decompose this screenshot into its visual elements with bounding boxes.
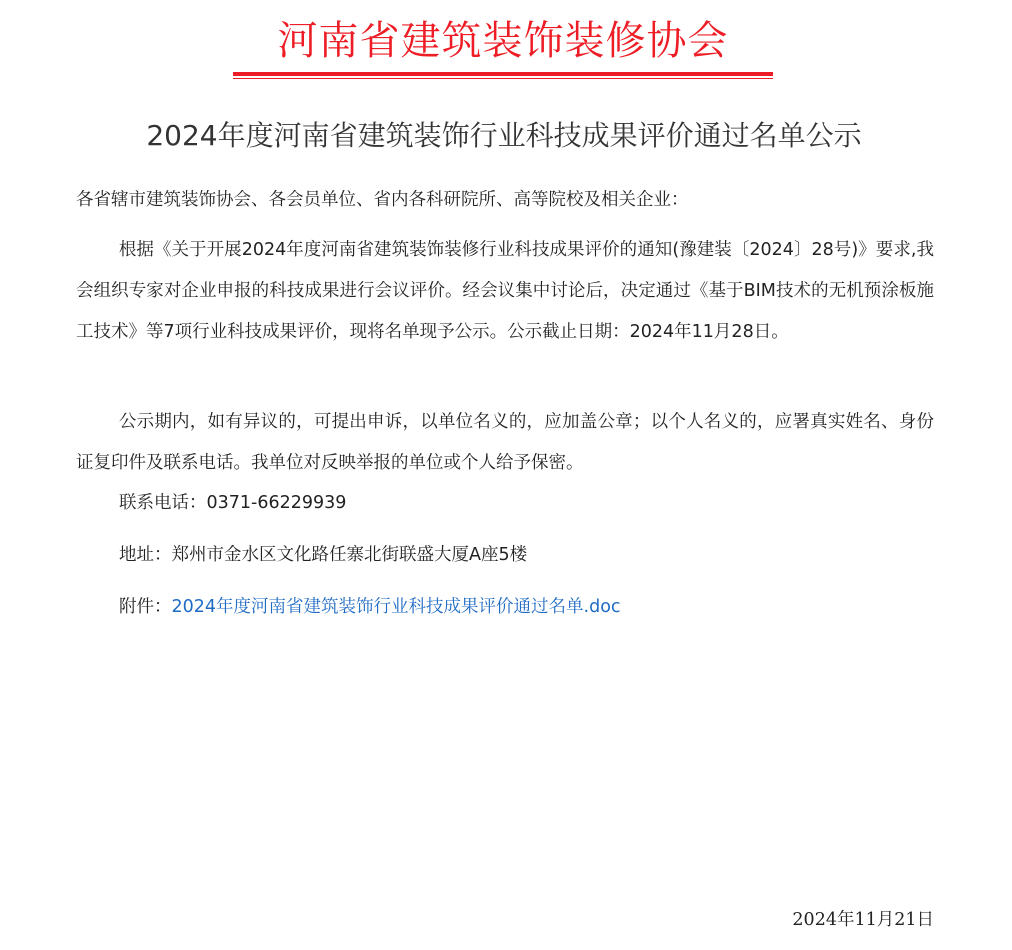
organization-name: 河南省建筑装饰装修协会 xyxy=(277,18,729,64)
attachment-download-link[interactable]: 2024年度河南省建筑装饰行业科技成果评价通过名单.doc xyxy=(171,597,621,617)
document-title: 2024年度河南省建筑装饰行业科技成果评价通过名单公示 xyxy=(146,119,862,152)
masthead-divider-thick xyxy=(233,72,773,76)
body-paragraph-notice: 根据《关于开展2024年度河南省建筑装饰装修行业科技成果评价的通知(豫建装〔2024〕28号)》要求,我会组织专家对企业申报的科技成果进行会议评价。经会议集中讨论后，决定通过《基于BIM技术的无机预涂板施工技术》等7项行业科技成果评价，现将名单现予公示。公示截止日期：2024年11月28日。 xyxy=(76,240,934,342)
masthead-divider-thin xyxy=(233,78,773,79)
body-paragraph-objection: 公示期内，如有异议的，可提出申诉，以单位名义的，应加盖公章；以个人名义的，应署真实姓名、身份证复印件及联系电话。我单位对反映举报的单位或个人给予保密。 xyxy=(76,412,934,473)
contact-address: 地址：郑州市金水区文化路任寨北街联盛大厦A座5楼 xyxy=(119,545,528,565)
attachment-label: 附件： xyxy=(119,597,172,617)
attachment-row xyxy=(119,593,621,621)
salutation: 各省辖市建筑装饰协会、各会员单位、省内各科研院所、高等院校及相关企业： xyxy=(76,190,689,210)
contact-phone: 联系电话：0371-66229939 xyxy=(119,493,347,513)
publish-date: 2024年11月21日 xyxy=(792,910,934,930)
masthead-header xyxy=(233,14,773,68)
